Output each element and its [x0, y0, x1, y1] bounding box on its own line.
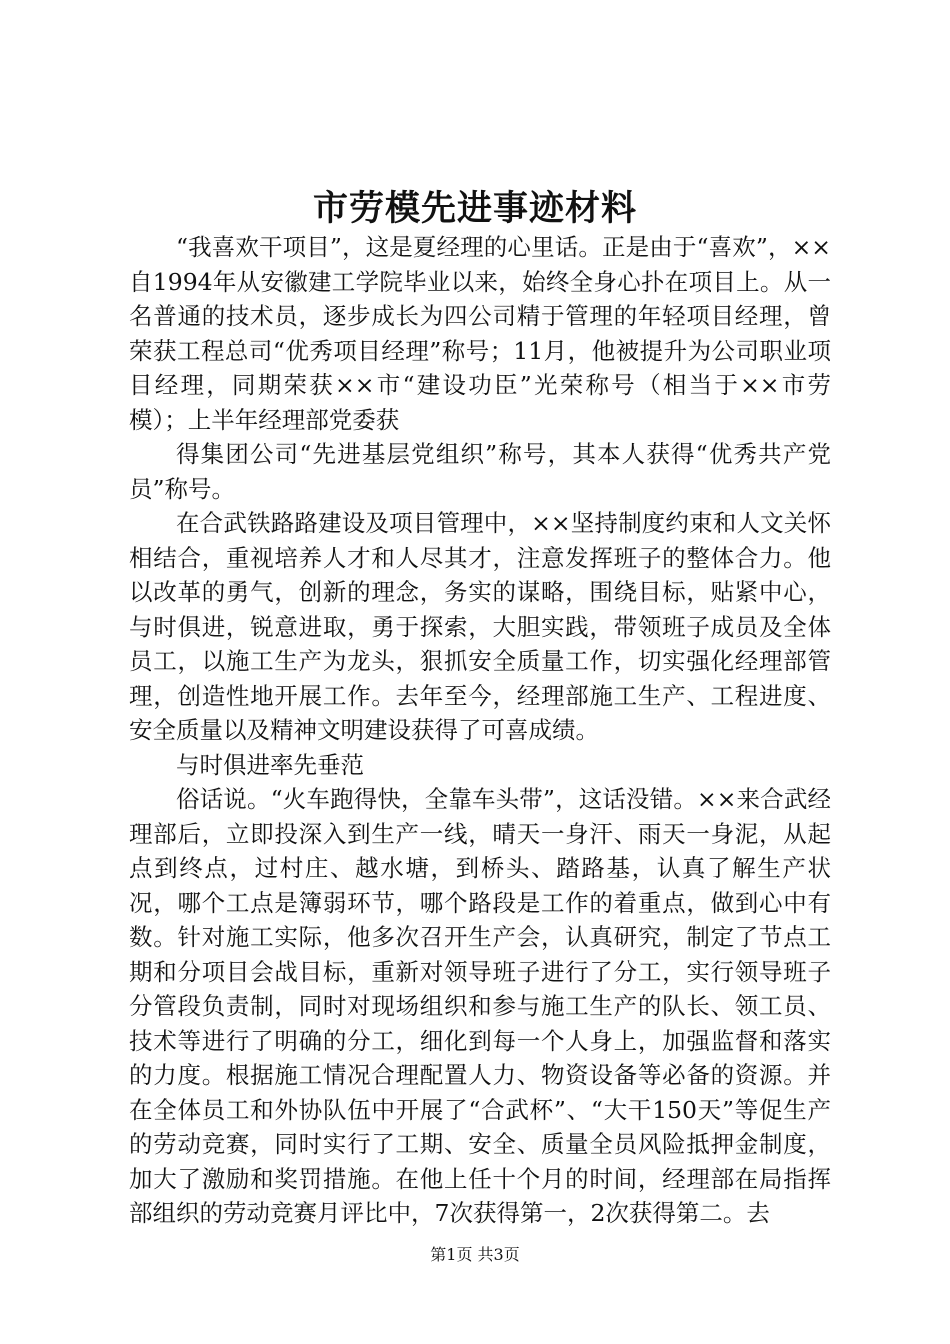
document-title: 市劳模先进事迹材料	[312, 188, 637, 229]
paragraph-lead-by-example: 俗话说。“火车跑得快，全靠车头带”，这话没错。××来合武经理部后，立即投深入到生产一线，晴天一身汗、雨天一身泥，从起点到终点，过村庄、越水塘，到桥头、踏路基，认真了解生产状况，哪个工点是簿弱环节，哪个路段是工作的着重点，做到心中有数。针对施工实际，他多次召开生产会，认真研究，制定了节点工期和分项目会战目标，重新对领导班子进行了分工，实行领导班子分管段负责制，同时对现场组织和参与施工生产的队长、领工员、技术等进行了明确的分工，细化到每一个人身上，加强监督和落实的力度。根据施工情况合理配置人力、物资设备等必备的资源。并在全体员工和外协队伍中开展了“合武杯”、“大干150天”等促生产的劳动竞赛，同时实行了工期、安全、质量全员风险抵押金制度，加大了激励和奖罚措施。在他上任十个月的时间，经理部在局指挥部组织的劳动竞赛月评比中，7次获得第一，2次获得第二。去	[129, 785, 831, 1227]
paragraph-management: 在合武铁路路建设及项目管理中，××坚持制度约束和人文关怀相结合，重视培养人才和人尽其才，注意发挥班子的整体合力。他以改革的勇气，创新的理念，务实的谋略，围绕目标，贴紧中心，与时俱进，锐意进取，勇于探索，大胆实践，带领班子成员及全体员工，以施工生产为龙头，狠抓安全质量工作，切实强化经理部管理，创造性地开展工作。去年至今，经理部施工生产、工程进度、安全质量以及精神文明建设获得了可喜成绩。	[129, 509, 831, 744]
section-heading: 与时俱进率先垂范	[176, 750, 364, 779]
paragraph-intro: “我喜欢干项目”，这是夏经理的心里话。正是由于“喜欢”，××自1994年从安徽建工学院毕业以来，始终全身心扑在项目上。从一名普通的技术员，逐步成长为四公司精于管理的年轻项目经理，曾荣获工程总司“优秀项目经理”称号；11月，他被提升为公司职业项目经理，同期荣获××市“建设功臣”光荣称号（相当于××市劳模）；上半年经理部党委获	[129, 233, 831, 434]
paragraph-honor: 得集团公司“先进基层党组织”称号，其本人获得“优秀共产党员”称号。	[129, 440, 831, 503]
page-number: 第1页 共3页	[430, 1245, 520, 1264]
document-body	[129, 230, 831, 1231]
